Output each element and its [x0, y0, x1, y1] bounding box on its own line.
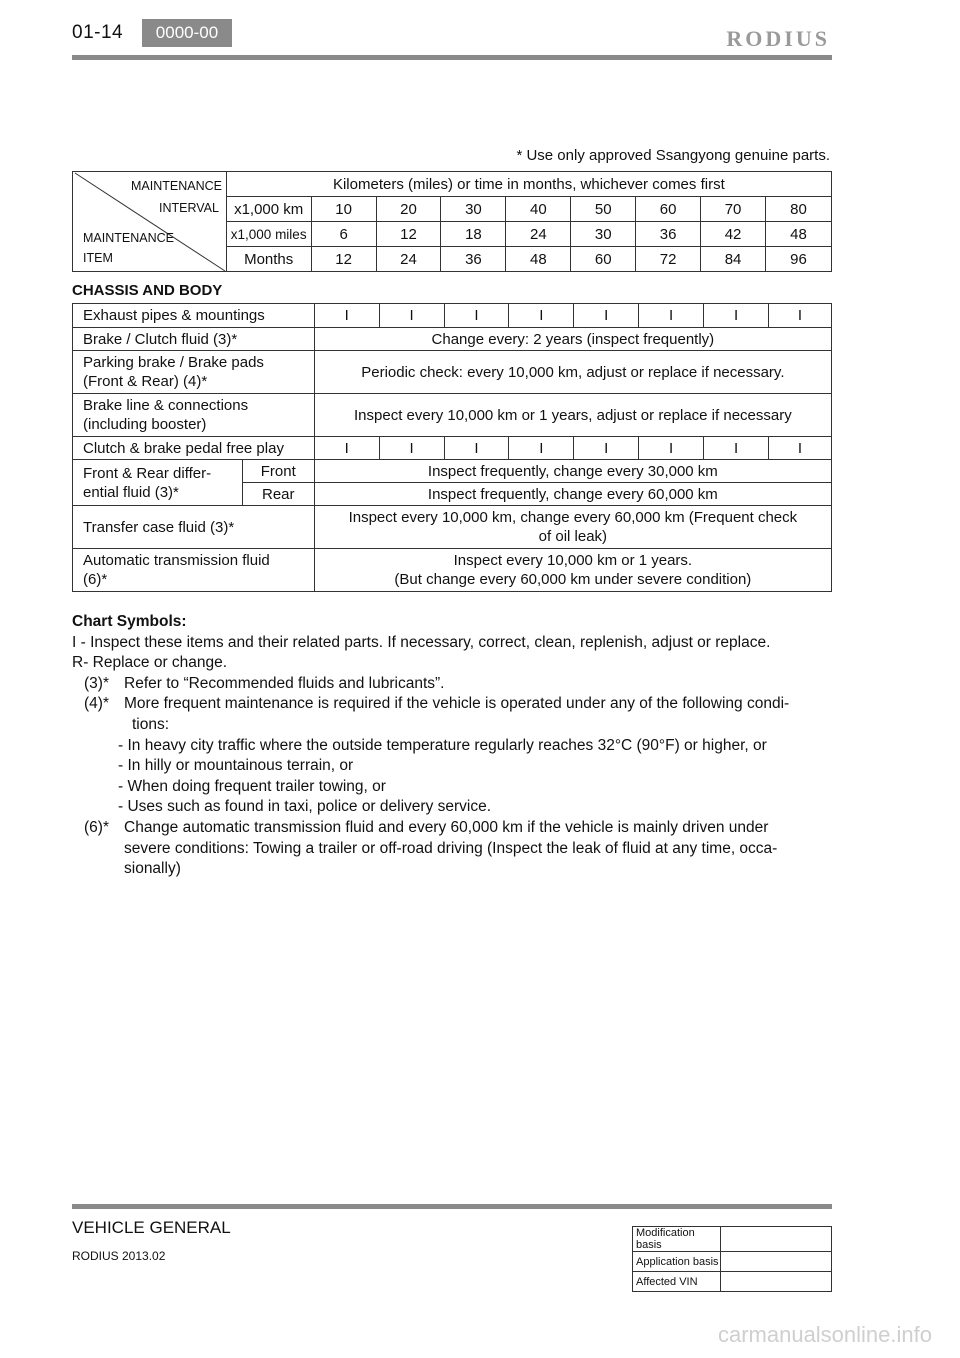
chassis-table — [72, 303, 832, 592]
row-brake-fluid — [73, 328, 832, 351]
item-instruction — [314, 549, 831, 592]
instruction-line: of oil leak) — [538, 528, 608, 545]
row-exhaust — [73, 304, 832, 328]
item-mark: I — [574, 304, 639, 328]
item-label: Exhaust pipes & mountings — [73, 304, 315, 328]
interval-value: 10 — [311, 197, 376, 222]
item-label-line: Brake line & connections — [83, 397, 249, 414]
interval-value: 60 — [571, 247, 636, 272]
item-label — [73, 549, 315, 592]
interval-value: 12 — [311, 247, 376, 272]
interval-corner-cell — [73, 172, 227, 272]
item-mark: I — [509, 304, 574, 328]
interval-value: 50 — [571, 197, 636, 222]
item-mark: I — [379, 437, 444, 460]
note-text: severe conditions: Towing a trailer or off-road driving (Inspect the leak of fluid at any time, occa- — [124, 839, 778, 857]
instruction-line: Inspect every 10,000 km or 1 years. — [453, 552, 693, 569]
section-title: CHASSIS AND BODY — [72, 282, 223, 299]
item-mark: I — [768, 304, 831, 328]
note-tag: (3)* — [84, 674, 109, 692]
interval-value: 36 — [636, 222, 701, 247]
interval-label: x1,000 km — [226, 197, 311, 222]
item-label — [73, 351, 315, 394]
interval-value: 60 — [636, 197, 701, 222]
item-mark: I — [444, 437, 509, 460]
interval-value: 24 — [376, 247, 441, 272]
item-label-line: (6)* — [83, 571, 108, 588]
note-text: Refer to “Recommended fluids and lubricants”. — [124, 674, 445, 692]
item-mark: I — [704, 437, 769, 460]
modification-table — [632, 1226, 832, 1292]
item-label: Brake / Clutch fluid (3)* — [73, 328, 315, 351]
mod-label: Application basis — [633, 1252, 721, 1272]
interval-label: Months — [226, 247, 311, 272]
mod-value — [720, 1252, 831, 1272]
note-4-bullets — [72, 736, 832, 818]
item-label-line: Automatic transmission fluid — [83, 552, 270, 569]
sub-label-front: Front — [242, 460, 314, 483]
interval-value: 70 — [701, 197, 766, 222]
interval-heading: Kilometers (miles) or time in months, whichever comes first — [226, 172, 831, 197]
interval-value: 40 — [506, 197, 571, 222]
item-mark: I — [639, 437, 704, 460]
corner-label-item-1: MAINTENANCE — [83, 231, 174, 245]
note-text: More frequent maintenance is required if the vehicle is operated under any of the following condi- — [124, 695, 790, 713]
interval-value: 96 — [766, 247, 832, 272]
interval-label: x1,000 miles — [226, 222, 311, 247]
symbol-r-line: R- Replace or change. — [72, 654, 228, 672]
instruction-line: (But change every 60,000 km under severe condition) — [394, 571, 752, 588]
note-3 — [72, 674, 832, 695]
header-rule — [72, 55, 832, 60]
row-diff-front — [73, 460, 832, 483]
mod-value — [720, 1272, 831, 1292]
row-parking-brake — [73, 351, 832, 394]
item-instruction — [314, 506, 831, 549]
item-mark: I — [379, 304, 444, 328]
item-instruction: Inspect frequently, change every 60,000 km — [314, 483, 831, 506]
item-mark: I — [314, 304, 379, 328]
doc-code-badge: 0000-00 — [142, 19, 232, 47]
footer-subtitle: RODIUS 2013.02 — [72, 1249, 166, 1263]
symbol-i-line: I - Inspect these items and their related parts. If necessary, correct, clean, replenish, adjust or replace. — [72, 633, 771, 651]
item-mark: I — [574, 437, 639, 460]
item-instruction: Periodic check: every 10,000 km, adjust or replace if necessary. — [314, 351, 831, 394]
note-4 — [72, 694, 832, 735]
interval-value: 42 — [701, 222, 766, 247]
sub-label-rear: Rear — [242, 483, 314, 506]
item-label-line: (Front & Rear) (4)* — [83, 373, 208, 390]
interval-value: 6 — [311, 222, 376, 247]
row-atf — [73, 549, 832, 592]
footer-title: VEHICLE GENERAL — [72, 1218, 231, 1237]
mod-label: Affected VIN — [633, 1272, 721, 1292]
note-text: Change automatic transmission fluid and every 60,000 km if the vehicle is mainly driven under — [124, 818, 769, 836]
item-label: Transfer case fluid (3)* — [73, 506, 315, 549]
item-label — [73, 460, 243, 506]
row-brake-line — [73, 394, 832, 437]
bullet-item: - In hilly or mountainous terrain, or — [118, 757, 354, 775]
item-label-line: (including booster) — [83, 416, 207, 433]
note-6 — [72, 818, 832, 880]
genuine-parts-note: * Use only approved Ssangyong genuine parts. — [516, 147, 830, 164]
corner-label-interval-2: INTERVAL — [159, 201, 219, 215]
interval-value: 30 — [441, 197, 506, 222]
interval-value: 48 — [506, 247, 571, 272]
symbols-title: Chart Symbols: — [72, 613, 187, 630]
note-tag: (4)* — [84, 695, 109, 713]
interval-value: 36 — [441, 247, 506, 272]
row-transfer — [73, 506, 832, 549]
note-text: tions: — [132, 715, 170, 733]
page-number: 01-14 — [72, 22, 124, 43]
item-label-line: Parking brake / Brake pads — [83, 354, 264, 371]
interval-value: 12 — [376, 222, 441, 247]
interval-table — [72, 171, 832, 272]
item-mark: I — [444, 304, 509, 328]
interval-value: 20 — [376, 197, 441, 222]
item-instruction: Inspect frequently, change every 30,000 km — [314, 460, 831, 483]
interval-value: 24 — [506, 222, 571, 247]
item-mark: I — [704, 304, 769, 328]
note-tag: (6)* — [84, 818, 109, 836]
note-text: sionally) — [124, 860, 181, 878]
corner-label-item-2: ITEM — [83, 251, 113, 265]
item-label: Clutch & brake pedal free play — [73, 437, 315, 460]
item-instruction: Inspect every 10,000 km or 1 years, adjust or replace if necessary — [314, 394, 831, 437]
chart-symbols — [72, 612, 832, 880]
interval-value: 30 — [571, 222, 636, 247]
item-label — [73, 394, 315, 437]
item-label-line: ential fluid (3)* — [83, 483, 179, 501]
item-mark: I — [639, 304, 704, 328]
item-label-line: Front & Rear differ- — [83, 464, 212, 482]
interval-value: 84 — [701, 247, 766, 272]
interval-value: 18 — [441, 222, 506, 247]
item-mark: I — [509, 437, 574, 460]
bullet-item: - When doing frequent trailer towing, or — [118, 777, 386, 795]
footer-rule — [72, 1204, 832, 1209]
brand-logo: RODIUS — [726, 26, 830, 51]
item-instruction: Change every: 2 years (inspect frequently) — [314, 328, 831, 351]
interval-value: 80 — [766, 197, 832, 222]
bullet-item: - Uses such as found in taxi, police or delivery service. — [118, 798, 492, 816]
corner-label-interval-1: MAINTENANCE — [131, 179, 222, 193]
item-mark: I — [314, 437, 379, 460]
interval-value: 72 — [636, 247, 701, 272]
watermark[interactable]: carmanualsonline.info — [717, 1322, 932, 1347]
instruction-line: Inspect every 10,000 km, change every 60,000 km (Frequent check — [348, 509, 798, 526]
mod-label: Modification basis — [633, 1227, 721, 1252]
item-mark: I — [768, 437, 831, 460]
interval-value: 48 — [766, 222, 832, 247]
bullet-item: - In heavy city traffic where the outside temperature regularly reaches 32°C (90°F) or higher, or — [118, 736, 767, 754]
mod-value — [720, 1227, 831, 1252]
row-pedal — [73, 437, 832, 460]
